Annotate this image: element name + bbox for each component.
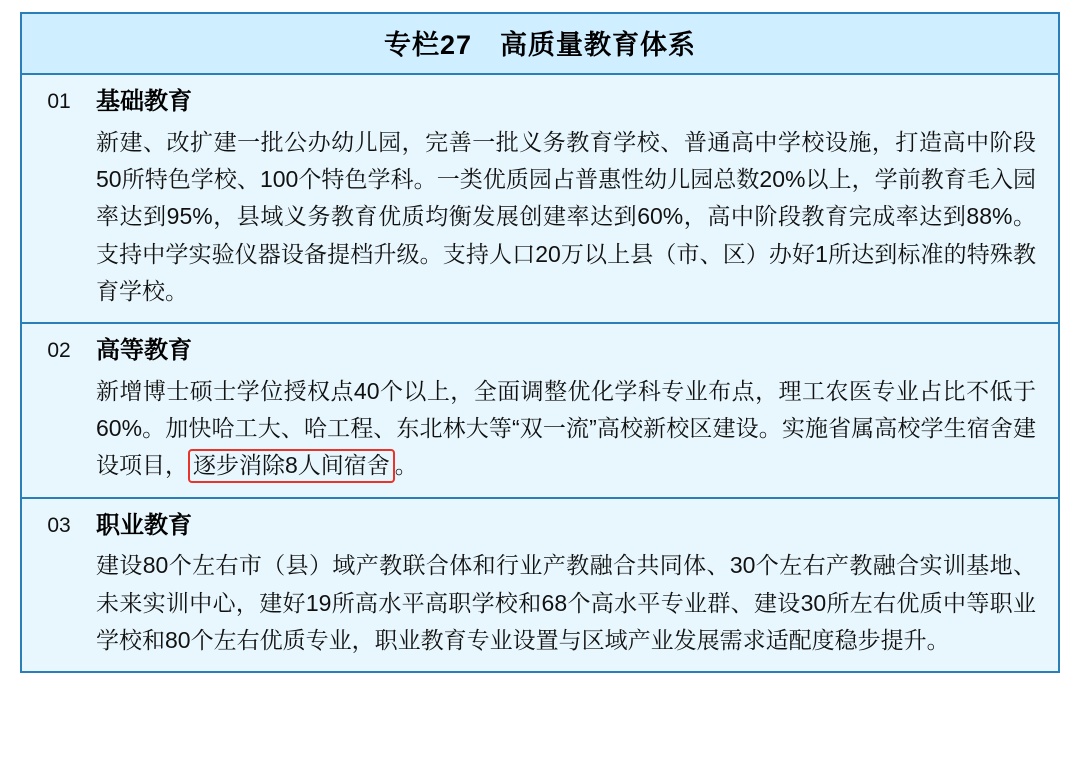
row-heading: 职业教育: [96, 511, 192, 539]
table-row: [22, 324, 1058, 499]
row-content: [96, 509, 1058, 660]
row-heading: 基础教育: [96, 88, 192, 115]
row-text-before: 新增博士硕士学位授权点40个以上，全面调整优化学科专业布点，理工农医专业占比不低于60%。加快哈工大、哈工程、东北林大等“双一流”高校新校区建设。实施省属高校学生宿舍建设项目，: [96, 377, 1036, 479]
table-row: [22, 499, 1058, 672]
row-index: 01: [47, 90, 71, 113]
row-content: [96, 334, 1058, 485]
page-title: 专栏27 高质量教育体系: [383, 30, 697, 60]
row-text: 新建、改扩建一批公办幼儿园，完善一批义务教育学校、普通高中学校设施，打造高中阶段50所特色学校、100个特色学科。一类优质园占普惠性幼儿园总数20%以上，学前教育毛入园率达到95%，县域义务教育优质均衡发展创建率达到60%，高中阶段教育完成率达到88%。支持中学实验仪器设备提档升级。支持人口20万以上县（市、区）办好1所达到标准的特殊教育学校。: [96, 128, 1036, 304]
row-text-after: 。: [394, 452, 418, 479]
table-title-row: [22, 14, 1058, 75]
row-index: 03: [47, 513, 71, 537]
row-content: [96, 85, 1058, 310]
row-heading: 高等教育: [96, 337, 192, 365]
table-row: [22, 75, 1058, 324]
highlighted-phrase: 逐步消除8人间宿舍: [188, 449, 395, 482]
highlight-column-table: [20, 12, 1060, 673]
row-text: [96, 373, 1036, 485]
row-index: 02: [47, 339, 71, 363]
row-text: 建设80个左右市（县）域产教联合体和行业产教融合共同体、30个左右产教融合实训基地、未来实训中心，建好19所高水平高职学校和68个高水平专业群、建设30所左右优质中等职业学校和80个左右优质专业，职业教育专业设置与区域产业发展需求适配度稳步提升。: [96, 552, 1036, 653]
